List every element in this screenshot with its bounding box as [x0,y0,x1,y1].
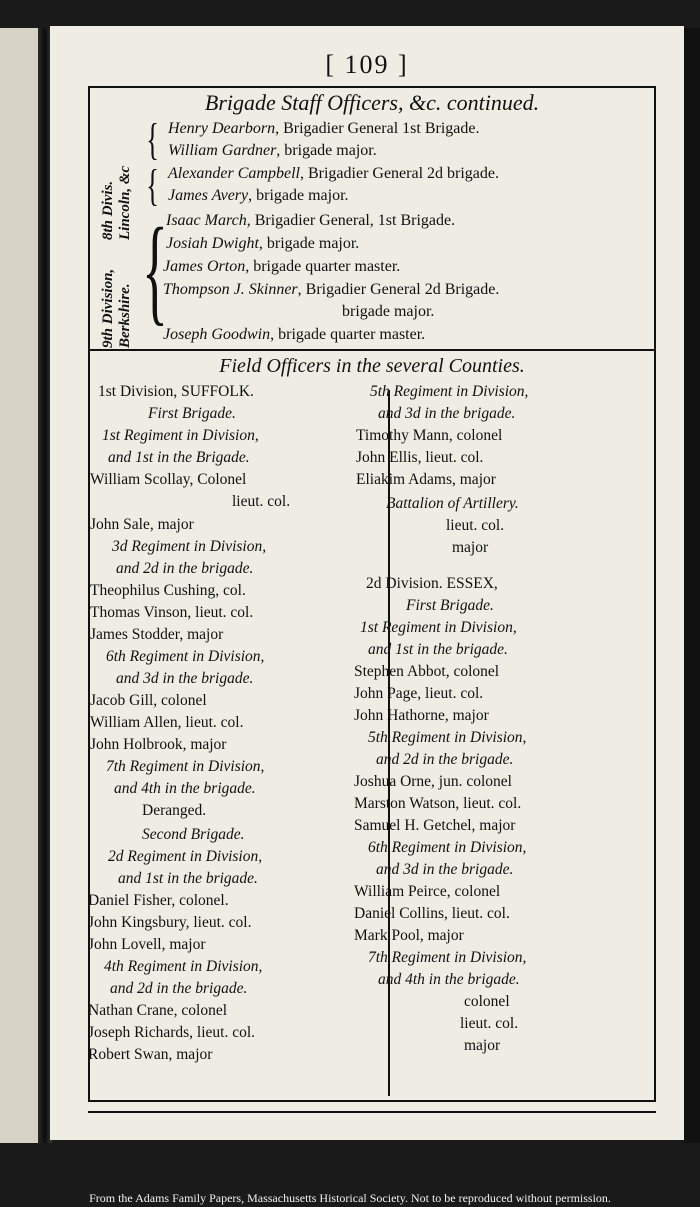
officer-entry: John Page, lieut. col. [354,685,484,702]
side-label-bottom-a: 9th Division, [100,268,116,348]
officer-entry: Nathan Crane, colonel [88,1002,228,1019]
staff-line: brigade major. [342,303,435,320]
bottom-rule [88,1111,656,1113]
brigade-heading: First Brigade. [148,405,236,422]
regiment-heading: 2d Regiment in Division, [108,848,263,865]
staff-line: Josiah Dwight, brigade major. [166,235,360,252]
officer-entry: Samuel H. Getchel, major [354,817,516,834]
status-note: Deranged. [142,802,207,819]
brace-8th-b: { [146,161,159,210]
division-heading: 1st Division, SUFFOLK. [98,383,254,400]
regiment-subheading: and 2d in the brigade. [376,751,514,768]
side-label-9th-division [100,269,134,348]
officer-entry: colonel [464,993,510,1010]
staff-line: James Orton, brigade quarter master. [163,258,401,275]
battalion-heading: Battalion of Artillery. [386,495,519,512]
regiment-subheading: and 4th in the brigade. [378,971,520,988]
officer-entry: John Kingsbury, lieut. col. [88,914,252,931]
officer-entry: Daniel Fisher, colonel. [88,892,229,909]
section-rule [88,349,656,351]
regiment-heading: 7th Regiment in Division, [368,949,527,966]
staff-line: Thompson J. Skinner, Brigadier General 2d Brigade. [163,281,500,298]
officer-entry: Theophilus Cushing, col. [90,582,246,599]
officer-entry: John Sale, major [90,516,194,533]
officer-entry: Mark Pool, major [354,927,464,944]
regiment-subheading: and 4th in the brigade. [114,780,256,797]
regiment-subheading: and 2d in the brigade. [110,980,248,997]
regiment-heading: 1st Regiment in Division, [360,619,517,636]
regiment-heading: 6th Regiment in Division, [106,648,265,665]
side-label-top-a: 8th Divis. [100,180,116,240]
field-heading: Field Officers in the several Counties. [219,355,525,377]
copyright-caption: From the Adams Family Papers, Massachusetts Historical Society. Not to be reproduced without permission. [89,1191,611,1205]
officer-entry: John Lovell, major [88,936,206,953]
officer-entry: Joshua Orne, jun. colonel [354,773,512,790]
officer-entry: Thomas Vinson, lieut. col. [90,604,254,621]
page-number: [ 109 ] [325,50,409,79]
brigade-heading: First Brigade. [406,597,494,614]
officer-entry: John Holbrook, major [90,736,227,753]
regiment-subheading: and 3d in the brigade. [116,670,254,687]
staff-line: William Gardner, brigade major. [168,142,377,159]
regiment-subheading: and 1st in the Brigade. [108,449,250,466]
side-label-top-b: Lincoln, &c [117,165,133,240]
regiment-heading: 5th Regiment in Division, [370,383,529,400]
officer-entry: John Hathorne, major [354,707,489,724]
officer-entry: lieut. col. [446,517,505,534]
officer-entry: John Ellis, lieut. col. [356,449,484,466]
staff-heading: Brigade Staff Officers, &c. continued. [204,90,540,115]
regiment-subheading: and 3d in the brigade. [378,405,516,422]
officer-entry: James Stodder, major [90,626,224,643]
officer-entry: William Peirce, colonel [354,883,501,900]
officer-entry: major [464,1037,501,1054]
regiment-subheading: and 1st in the brigade. [368,641,508,658]
document-page [50,26,684,1140]
brigade-heading: Second Brigade. [142,826,245,843]
brace-8th-a: { [146,115,159,164]
officer-entry: Jacob Gill, colonel [90,692,207,709]
officer-entry: lieut. col. [232,493,291,510]
staff-line: Joseph Goodwin, brigade quarter master. [163,326,426,343]
regiment-heading: 5th Regiment in Division, [368,729,527,746]
page-edge-shadow [684,28,700,1143]
regiment-subheading: and 1st in the brigade. [118,870,258,887]
regiment-heading: 7th Regiment in Division, [106,758,265,775]
officer-entry: Joseph Richards, lieut. col. [88,1024,256,1041]
staff-line: James Avery, brigade major. [168,187,349,204]
side-label-8th-division [100,166,134,240]
officer-entry: Robert Swan, major [88,1046,213,1063]
officer-entry: Timothy Mann, colonel [356,427,503,444]
division-heading: 2d Division. ESSEX, [366,575,498,592]
officer-entry: Marston Watson, lieut. col. [354,795,522,812]
side-label-bottom-b: Berkshire. [117,283,133,348]
regiment-heading: 1st Regiment in Division, [102,427,259,444]
officer-entry: Eliakim Adams, major [356,471,496,488]
officer-entry: Daniel Collins, lieut. col. [354,905,510,922]
officer-entry: lieut. col. [460,1015,519,1032]
staff-line: Isaac March, Brigadier General, 1st Brigade. [166,212,456,229]
officer-entry: Stephen Abbot, colonel [354,663,500,680]
brace-9th: { [142,203,168,336]
regiment-heading: 4th Regiment in Division, [104,958,263,975]
officer-entry: William Scollay, Colonel [90,471,247,488]
staff-line: Henry Dearborn, Brigadier General 1st Brigade. [168,120,480,137]
officer-entry: William Allen, lieut. col. [90,714,244,731]
regiment-heading: 3d Regiment in Division, [112,538,267,555]
regiment-subheading: and 3d in the brigade. [376,861,514,878]
regiment-heading: 6th Regiment in Division, [368,839,527,856]
staff-line: Alexander Campbell, Brigadier General 2d brigade. [168,165,499,182]
officer-entry: major [452,539,489,556]
regiment-subheading: and 2d in the brigade. [116,560,254,577]
